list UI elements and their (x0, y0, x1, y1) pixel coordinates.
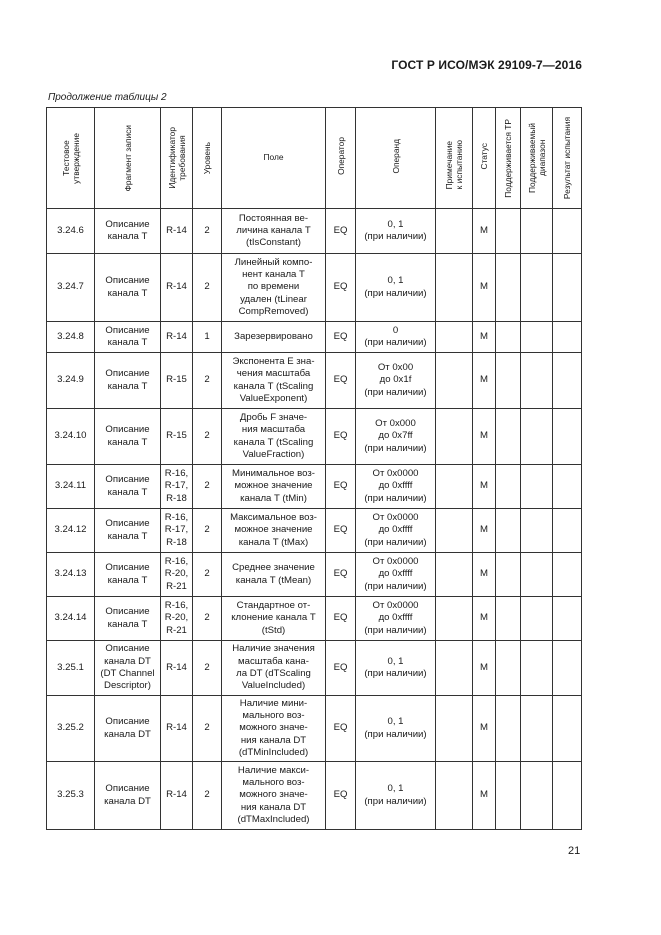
note-cell (436, 322, 473, 353)
assertion-cell: 3.25.2 (47, 696, 95, 762)
table-row (47, 465, 582, 509)
assertion-cell: 3.24.9 (47, 353, 95, 409)
operator-cell: EQ (326, 322, 356, 353)
range-cell (521, 322, 553, 353)
requirement-cell: R-16, R-20, R-21 (161, 597, 193, 641)
assertion-cell: 3.25.3 (47, 762, 95, 830)
requirement-cell: R-15 (161, 409, 193, 465)
status-cell: M (473, 597, 496, 641)
level-cell: 2 (193, 762, 222, 830)
level-cell: 2 (193, 641, 222, 696)
operand-cell: От 0x000 до 0x7ff (при наличии) (356, 409, 436, 465)
level-cell: 2 (193, 409, 222, 465)
assertion-cell: 3.25.1 (47, 641, 95, 696)
fragment-cell: Описание канала DT (95, 696, 161, 762)
col-header-level: Уровень (193, 108, 222, 209)
col-header-assertion: Тестовое утверждение (47, 108, 95, 209)
range-cell (521, 597, 553, 641)
table-caption: Продолжение таблицы 2 (48, 92, 167, 103)
operand-cell: 0, 1 (при наличии) (356, 641, 436, 696)
col-header-range: Поддерживаемый диапазон (521, 108, 553, 209)
result-cell (553, 322, 582, 353)
assertion-cell: 3.24.11 (47, 465, 95, 509)
requirement-cell: R-14 (161, 322, 193, 353)
table-row (47, 409, 582, 465)
col-header-requirement: Идентификатор требования (161, 108, 193, 209)
range-cell (521, 553, 553, 597)
fragment-cell: Описание канала T (95, 509, 161, 553)
supported-cell (496, 465, 521, 509)
operand-cell: От 0x0000 до 0xffff (при наличии) (356, 465, 436, 509)
assertion-cell: 3.24.12 (47, 509, 95, 553)
requirement-cell: R-16, R-20, R-21 (161, 553, 193, 597)
supported-cell (496, 254, 521, 322)
level-cell: 1 (193, 322, 222, 353)
field-cell: Максимальное воз- можное значение канала T (tMax) (222, 509, 326, 553)
note-cell (436, 465, 473, 509)
range-cell (521, 762, 553, 830)
supported-cell (496, 509, 521, 553)
operand-cell: От 0x00 до 0x1f (при наличии) (356, 353, 436, 409)
note-cell (436, 553, 473, 597)
table-row (47, 209, 582, 254)
table-row (47, 322, 582, 353)
fragment-cell: Описание канала T (95, 353, 161, 409)
supported-cell (496, 553, 521, 597)
table-row (47, 696, 582, 762)
range-cell (521, 696, 553, 762)
operator-cell: EQ (326, 641, 356, 696)
requirement-cell: R-14 (161, 254, 193, 322)
level-cell: 2 (193, 696, 222, 762)
level-cell: 2 (193, 465, 222, 509)
result-cell (553, 553, 582, 597)
level-cell: 2 (193, 353, 222, 409)
result-cell (553, 209, 582, 254)
assertion-cell: 3.24.8 (47, 322, 95, 353)
status-cell: M (473, 209, 496, 254)
result-cell (553, 353, 582, 409)
operator-cell: EQ (326, 465, 356, 509)
result-cell (553, 597, 582, 641)
note-cell (436, 209, 473, 254)
operator-cell: EQ (326, 696, 356, 762)
status-cell: M (473, 465, 496, 509)
field-cell: Среднее значение канала T (tMean) (222, 553, 326, 597)
level-cell: 2 (193, 597, 222, 641)
operator-cell: EQ (326, 762, 356, 830)
requirement-cell: R-14 (161, 696, 193, 762)
requirement-cell: R-16, R-17, R-18 (161, 509, 193, 553)
status-cell: M (473, 762, 496, 830)
note-cell (436, 597, 473, 641)
field-cell: Экспонента E зна- чения масштаба канала T (tScaling ValueExponent) (222, 353, 326, 409)
col-header-status: Статус (473, 108, 496, 209)
result-cell (553, 409, 582, 465)
result-cell (553, 465, 582, 509)
status-cell: M (473, 409, 496, 465)
operator-cell: EQ (326, 409, 356, 465)
assertion-cell: 3.24.7 (47, 254, 95, 322)
supported-cell (496, 762, 521, 830)
note-cell (436, 696, 473, 762)
supported-cell (496, 322, 521, 353)
field-cell: Линейный компо- нент канала T по времени удален (tLinear CompRemoved) (222, 254, 326, 322)
status-cell: M (473, 553, 496, 597)
table-row (47, 762, 582, 830)
requirement-cell: R-16, R-17, R-18 (161, 465, 193, 509)
operand-cell: От 0x0000 до 0xffff (при наличии) (356, 553, 436, 597)
fragment-cell: Описание канала DT (95, 762, 161, 830)
result-cell (553, 641, 582, 696)
range-cell (521, 641, 553, 696)
level-cell: 2 (193, 509, 222, 553)
col-header-note: Примечание к испытанию (436, 108, 473, 209)
range-cell (521, 353, 553, 409)
col-header-fragment: Фрагмент записи (95, 108, 161, 209)
result-cell (553, 696, 582, 762)
range-cell (521, 209, 553, 254)
field-cell: Минимальное воз- можное значение канала T (tMin) (222, 465, 326, 509)
level-cell: 2 (193, 254, 222, 322)
field-cell: Зарезервировано (222, 322, 326, 353)
operator-cell: EQ (326, 209, 356, 254)
level-cell: 2 (193, 209, 222, 254)
note-cell (436, 409, 473, 465)
result-cell (553, 762, 582, 830)
operand-cell: 0, 1 (при наличии) (356, 209, 436, 254)
result-cell (553, 254, 582, 322)
supported-cell (496, 597, 521, 641)
status-cell: M (473, 509, 496, 553)
table-row (47, 509, 582, 553)
status-cell: M (473, 696, 496, 762)
table-row (47, 553, 582, 597)
requirement-cell: R-15 (161, 353, 193, 409)
range-cell (521, 465, 553, 509)
fragment-cell: Описание канала DT (DT Channel Descriptor) (95, 641, 161, 696)
level-cell: 2 (193, 553, 222, 597)
operator-cell: EQ (326, 509, 356, 553)
operand-cell: 0, 1 (при наличии) (356, 696, 436, 762)
col-header-operand: Операнд (356, 108, 436, 209)
note-cell (436, 353, 473, 409)
test-assertion-table (46, 107, 582, 830)
supported-cell (496, 641, 521, 696)
page-number: 21 (568, 845, 581, 857)
operand-cell: От 0x0000 до 0xffff (при наличии) (356, 597, 436, 641)
field-cell: Постоянная ве- личина канала T (tIsConstant) (222, 209, 326, 254)
table-row (47, 254, 582, 322)
note-cell (436, 254, 473, 322)
operator-cell: EQ (326, 353, 356, 409)
field-cell: Наличие мини- мального воз- можного значе- ния канала DT (dTMinIncluded) (222, 696, 326, 762)
status-cell: M (473, 353, 496, 409)
assertion-cell: 3.24.10 (47, 409, 95, 465)
assertion-cell: 3.24.6 (47, 209, 95, 254)
standard-header: ГОСТ Р ИСО/МЭК 29109-7—2016 (391, 58, 582, 72)
col-header-supported: Поддерживается ТР (496, 108, 521, 209)
note-cell (436, 509, 473, 553)
operand-cell: 0 (при наличии) (356, 322, 436, 353)
supported-cell (496, 696, 521, 762)
note-cell (436, 641, 473, 696)
fragment-cell: Описание канала T (95, 465, 161, 509)
status-cell: M (473, 641, 496, 696)
col-header-result: Результат испытания (553, 108, 582, 209)
table-row (47, 597, 582, 641)
field-cell: Наличие макси- мального воз- можного значе- ния канала DT (dTMaxIncluded) (222, 762, 326, 830)
fragment-cell: Описание канала T (95, 254, 161, 322)
operator-cell: EQ (326, 553, 356, 597)
operator-cell: EQ (326, 254, 356, 322)
field-cell: Дробь F значе- ния масштаба канала T (tScaling ValueFraction) (222, 409, 326, 465)
fragment-cell: Описание канала T (95, 597, 161, 641)
col-header-field: Поле (222, 108, 326, 209)
assertion-cell: 3.24.14 (47, 597, 95, 641)
status-cell: M (473, 254, 496, 322)
supported-cell (496, 409, 521, 465)
header-row (47, 108, 582, 209)
fragment-cell: Описание канала T (95, 553, 161, 597)
range-cell (521, 509, 553, 553)
range-cell (521, 409, 553, 465)
result-cell (553, 509, 582, 553)
field-cell: Стандартное от- клонение канала T (tStd) (222, 597, 326, 641)
status-cell: M (473, 322, 496, 353)
fragment-cell: Описание канала T (95, 322, 161, 353)
operator-cell: EQ (326, 597, 356, 641)
operand-cell: 0, 1 (при наличии) (356, 254, 436, 322)
table-row (47, 353, 582, 409)
supported-cell (496, 353, 521, 409)
field-cell: Наличие значения масштаба кана- ла DT (dTScaling ValueIncluded) (222, 641, 326, 696)
assertion-cell: 3.24.13 (47, 553, 95, 597)
operand-cell: От 0x0000 до 0xffff (при наличии) (356, 509, 436, 553)
requirement-cell: R-14 (161, 762, 193, 830)
fragment-cell: Описание канала T (95, 209, 161, 254)
table-row (47, 641, 582, 696)
fragment-cell: Описание канала T (95, 409, 161, 465)
col-header-operator: Оператор (326, 108, 356, 209)
operand-cell: 0, 1 (при наличии) (356, 762, 436, 830)
requirement-cell: R-14 (161, 209, 193, 254)
range-cell (521, 254, 553, 322)
note-cell (436, 762, 473, 830)
requirement-cell: R-14 (161, 641, 193, 696)
supported-cell (496, 209, 521, 254)
